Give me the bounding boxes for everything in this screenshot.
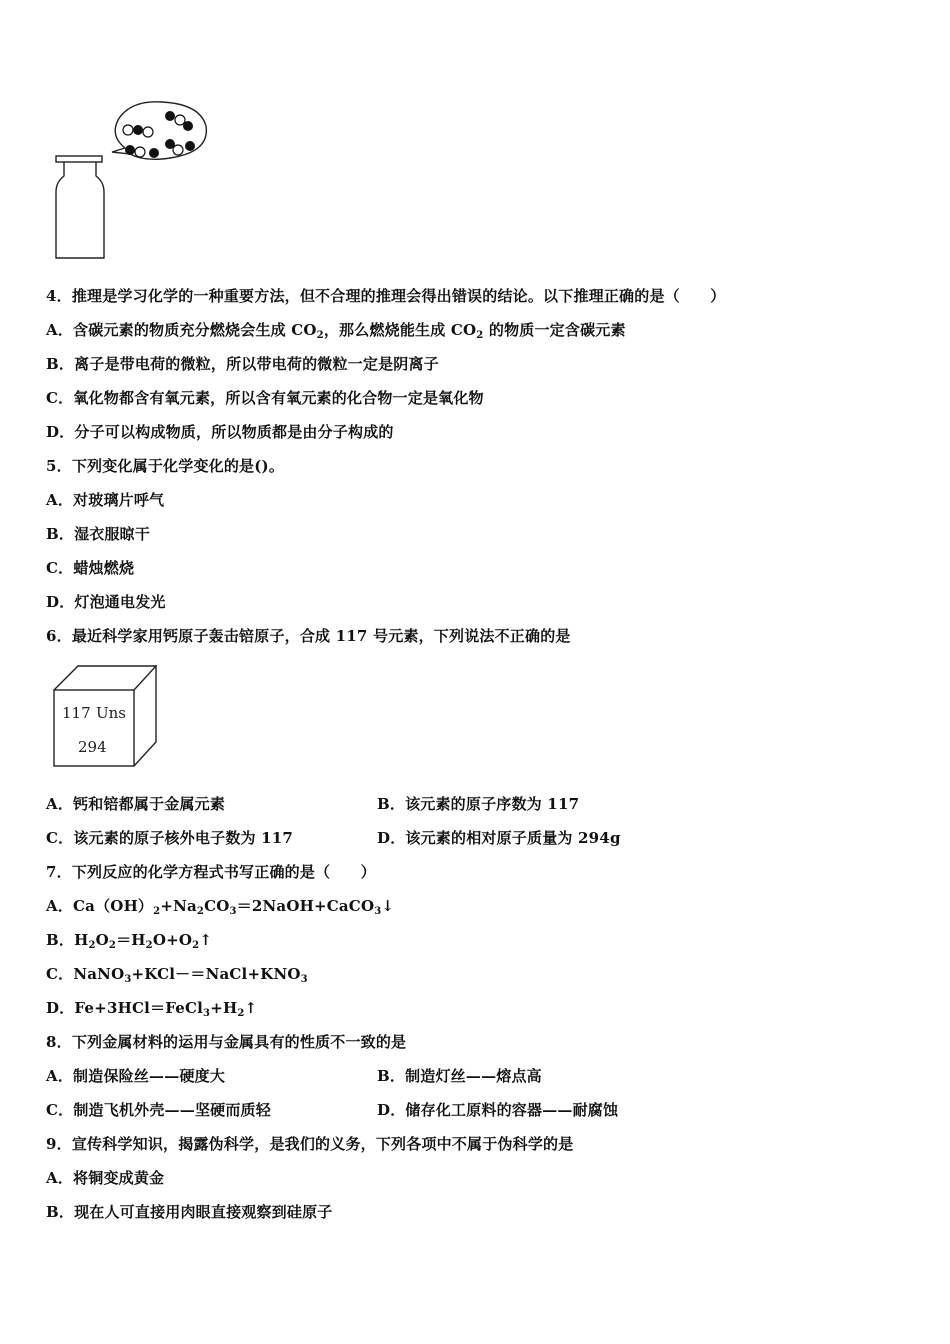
element-cube-figure [50,664,162,770]
q5-option-d: D．灯泡通电发光 [46,593,166,611]
q7-option-b: B．$H_2O_2=H_2O+O_2↑$ [46,931,213,951]
gas-bottle-icon [56,156,104,258]
q4-stem: 4．推理是学习化学的一种重要方法，但不合理的推理会得出错误的结论。以下推理正确的是（ ） [46,287,726,305]
molecule-bubble-icon [112,102,206,160]
q4-option-d: D．分子可以构成物质，所以物质都是由分子构成的 [46,423,394,441]
q8-option-d: D．储存化工原料的容器——耐腐蚀 [377,1101,619,1119]
q6-option-a: A．钙和锫都属于金属元素 [46,795,226,813]
q6-option-c: C．该元素的原子核外电子数为 117 [46,829,294,847]
q4-option-c: C．氧化物都含有氧元素，所以含有氧元素的化合物一定是氧化物 [46,389,484,407]
q9-option-a: A．将铜变成黄金 [46,1169,165,1187]
q4-option-a: A．含碳元素的物质充分燃烧会生成 $CO_2$，那么燃烧能生成 $CO_2$ 的物质一定含碳元素 [46,321,626,341]
q8-option-a: A．制造保险丝——硬度大 [46,1067,226,1085]
q5-stem: 5．下列变化属于化学变化的是()。 [46,457,285,475]
q5-option-a: A．对玻璃片呼气 [46,491,165,509]
q6-stem: 6．最近科学家用钙原子轰击锫原子，合成 117 号元素，下列说法不正确的是 [46,627,571,645]
q7-option-a: A．$Ca(OH)_2+Na_2CO_3=2NaOH+CaCO_3↓$ [46,897,395,917]
q9-option-b: B．现在人可直接用肉眼直接观察到硅原子 [46,1203,333,1221]
q6-option-d: D．该元素的相对原子质量为 294g [377,829,621,847]
q7-stem: 7．下列反应的化学方程式书写正确的是（ ） [46,863,376,881]
q8-option-b: B．制造灯丝——熔点高 [377,1067,542,1085]
q9-stem: 9．宣传科学知识，揭露伪科学，是我们的义务，下列各项中不属于伪科学的是 [46,1135,574,1153]
q5-option-c: C．蜡烛燃烧 [46,559,135,577]
q6-option-b: B．该元素的原子序数为 117 [377,795,580,813]
q5-option-b: B．湿衣服晾干 [46,525,151,543]
q8-option-c: C．制造飞机外壳——坚硬而质轻 [46,1101,271,1119]
q7-option-c: C．$NaNO_3+KCl-=NaCl+KNO_3$ [46,965,308,985]
gas-bottle-figure [50,96,220,266]
element-symbol: Uns [96,704,126,722]
q4-option-b: B．离子是带电荷的微粒，所以带电荷的微粒一定是阴离子 [46,355,439,373]
element-atomic-number: 117 [62,704,91,722]
q8-stem: 8．下列金属材料的运用与金属具有的性质不一致的是 [46,1033,407,1051]
element-mass: 294 [78,738,107,756]
q7-option-d: D．$Fe+3HCl=FeCl_3+H_2↑$ [46,999,258,1019]
